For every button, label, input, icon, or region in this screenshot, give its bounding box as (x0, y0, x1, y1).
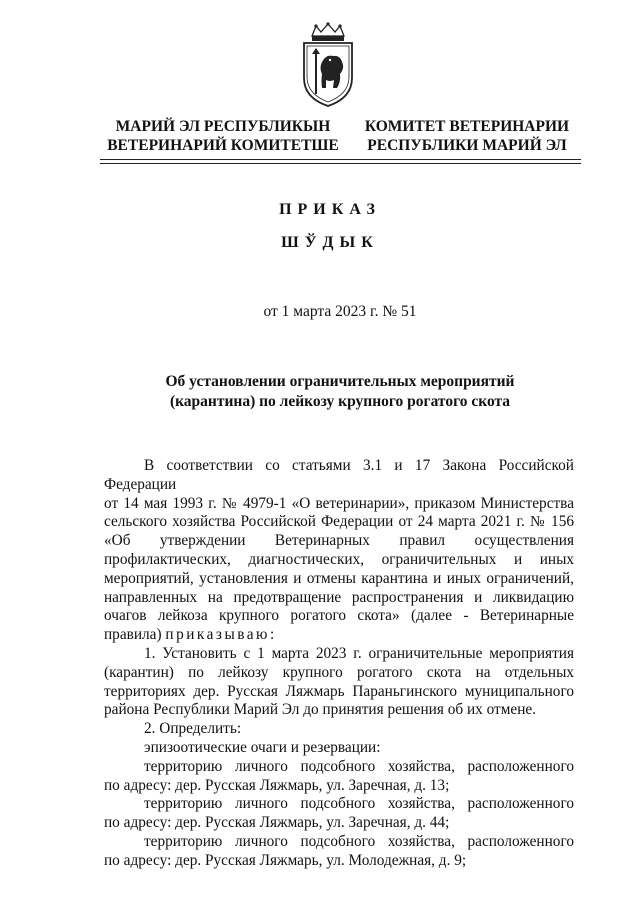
body-line: сельского хозяйства Российской Федерации от 24 марта 2021 г. № 156 (104, 513, 574, 531)
body-line (104, 626, 574, 645)
list-item: территорию личного подсобного хозяйства, расположенного (144, 795, 574, 813)
list-item: территорию личного подсобного хозяйства, расположенного (144, 757, 574, 775)
body-line: «Об утверждении Ветеринарных правил осуществления (104, 532, 574, 550)
header-divider-thick (100, 159, 581, 160)
body-line: района Республики Марий Эл до принятия решения об их отмене. (104, 701, 537, 719)
body-line: мероприятий, установления и отмены карантина и иных ограничений, (104, 569, 574, 587)
header-russian-line1: КОМИТЕТ ВЕТЕРИНАРИИ (364, 118, 570, 135)
body-line: эпизоотические очаги и резервации: (144, 738, 381, 756)
list-item: территорию личного подсобного хозяйства, расположенного (144, 832, 574, 850)
subject-line-1: Об установлении ограничительных мероприятий (165, 373, 515, 390)
body-line: очагов лейкоза крупного рогатого скота» (далее - Ветеринарные (104, 607, 574, 625)
document-date-number: от 1 марта 2023 г. № 51 (263, 303, 417, 320)
document-title-russian: ПРИКАЗ (279, 201, 381, 218)
header-russian-org (352, 117, 582, 155)
list-item: по адресу: дер. Русская Ляжмарь, ул. Молодежная, д. 9; (104, 851, 467, 869)
order-keyword: приказываю: (165, 626, 277, 644)
body-line: 1. Установить с 1 марта 2023 г. ограничительные мероприятия (144, 644, 574, 662)
body-line: В соответствии со статьями 3.1 и 17 Закона Российской Федерации (104, 457, 574, 493)
header-mari-line1: МАРИЙ ЭЛ РЕСПУБЛИКЫН (115, 118, 331, 135)
subject-line-2: (карантина) по лейкозу крупного рогатого скота (169, 393, 511, 410)
list-item: по адресу: дер. Русская Ляжмарь, ул. Заречная, д. 13; (104, 776, 450, 794)
body-line: профилактических, диагностических, ограничительных и иных (104, 550, 574, 568)
body-line: направленных на предотвращение распространения и ликвидацию (104, 588, 574, 606)
body-line: 2. Определить: (144, 720, 242, 738)
document-subject (130, 372, 550, 412)
header-mari-org (98, 117, 348, 155)
header-divider-thin (100, 163, 581, 164)
body-line: (карантин) по лейкозу крупного рогатого скота на отдельных (104, 663, 574, 681)
document-body (104, 457, 574, 871)
coat-of-arms-emblem (300, 22, 356, 108)
body-line: территориях дер. Русская Ляжмарь Параньгинского муниципального (104, 682, 574, 700)
header-russian-line2: РЕСПУБЛИКИ МАРИЙ ЭЛ (367, 137, 567, 154)
body-text: правила) (104, 626, 162, 644)
header-mari-line2: ВЕТЕРИНАРИЙ КОМИТЕТШЕ (107, 137, 339, 154)
list-item: по адресу: дер. Русская Ляжмарь, ул. Заречная, д. 44; (104, 814, 450, 832)
document-title-mari: ШЎДЫК (281, 234, 379, 251)
body-line: от 14 мая 1993 г. № 4979-1 «О ветеринарии», приказом Министерства (104, 494, 574, 512)
